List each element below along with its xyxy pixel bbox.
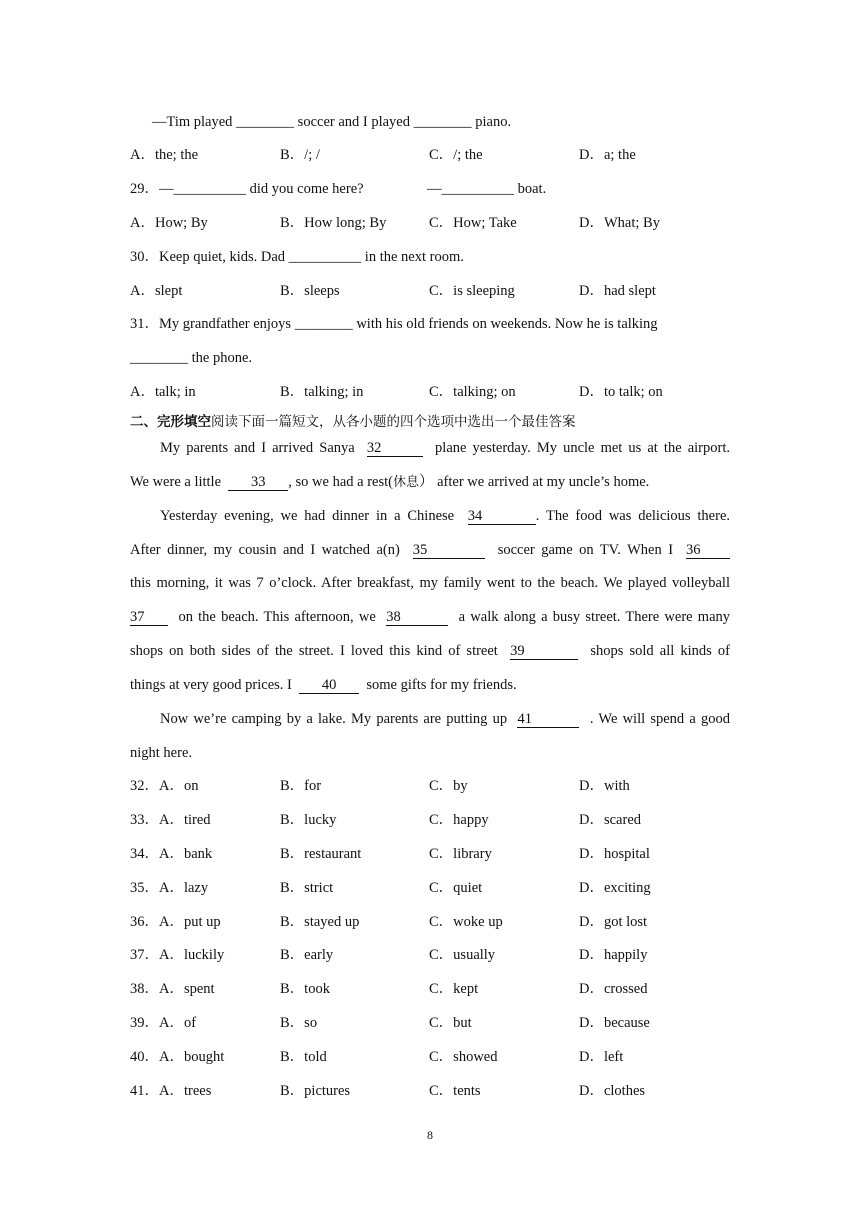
option-c: C．happy — [429, 812, 489, 828]
passage-text: , so we had a rest( — [288, 474, 393, 490]
section-number: 二、 — [130, 414, 157, 430]
option-d: D．crossed — [579, 981, 648, 997]
option-c: C．usually — [429, 947, 496, 963]
passage-text: We were a little — [130, 474, 222, 490]
passage-text: soccer game on TV. When I — [497, 542, 674, 558]
passage-line: night here. — [130, 745, 193, 761]
option-a: A．talk; in — [130, 384, 196, 400]
option-d: D．happily — [579, 947, 648, 963]
option-b: B．early — [280, 947, 334, 963]
option-b: B．lucky — [280, 812, 337, 828]
option-c: C．talking; on — [429, 384, 516, 400]
page-number: 8 — [427, 1128, 433, 1142]
q28-dialog: —Tim played ________ soccer and I played ________ piano. — [152, 114, 512, 130]
option-d: D．got lost — [579, 914, 648, 930]
option-a: 35．A．lazy — [130, 880, 209, 896]
option-d: D．What; By — [579, 215, 660, 231]
passage-text: . The food was delicious there. — [535, 508, 731, 524]
option-d: D．hospital — [579, 846, 650, 862]
option-b: B．took — [280, 981, 330, 997]
option-a: A．slept — [130, 283, 183, 299]
q29-stem-b: —__________ boat. — [427, 181, 547, 197]
q31-stem-line2: ________ the phone. — [130, 350, 253, 366]
option-b: B．restaurant — [280, 846, 362, 862]
option-d: D．exciting — [579, 880, 651, 896]
option-b: B．talking; in — [280, 384, 364, 400]
blank-35: 35 — [413, 542, 485, 559]
option-a: 40．A．bought — [130, 1049, 225, 1065]
q31-stem-line1: 31．My grandfather enjoys ________ with his old friends on weekends. Now he is talking — [130, 316, 658, 332]
option-a: A．How; By — [130, 215, 208, 231]
blank-40: 40 — [299, 677, 359, 694]
option-a: 33．A．tired — [130, 812, 211, 828]
option-c: C．tents — [429, 1083, 481, 1099]
passage-text: some gifts for my friends. — [366, 677, 517, 693]
passage-text: My parents and I arrived Sanya — [160, 440, 355, 456]
option-d: D．clothes — [579, 1083, 646, 1099]
passage-text: shops sold all kinds of — [590, 643, 731, 659]
option-c: C．kept — [429, 981, 479, 997]
option-d: D．with — [579, 778, 630, 794]
option-d: D．had slept — [579, 283, 656, 299]
option-d: D．a; the — [579, 147, 636, 163]
option-a: 34．A．bank — [130, 846, 213, 862]
passage-text: Now we’re camping by a lake. My parents are putting up — [160, 711, 508, 727]
passage-line — [130, 472, 649, 492]
passage-text: ） after we arrived at my uncle’s home. — [418, 474, 650, 490]
blank-37: 37 — [130, 609, 168, 626]
passage-text: things at very good prices. I — [130, 677, 292, 693]
option-a: 37．A．luckily — [130, 947, 225, 963]
option-a: 39．A．of — [130, 1015, 197, 1031]
option-d: D．left — [579, 1049, 624, 1065]
blank-34: 34 — [468, 508, 536, 525]
passage-text: . We will spend a good — [589, 711, 730, 727]
passage-line — [160, 438, 730, 458]
option-b: B．told — [280, 1049, 327, 1065]
option-c: C．/; the — [429, 147, 483, 163]
option-c: C．library — [429, 846, 492, 862]
option-b: B．How long; By — [280, 215, 387, 231]
option-b: B．/; / — [280, 147, 320, 163]
option-b: B．stayed up — [280, 914, 360, 930]
section-title: 完形填空 — [157, 414, 211, 430]
option-a: A．the; the — [130, 147, 199, 163]
passage-text: plane yesterday. My uncle met us at the airport. — [435, 440, 730, 456]
passage-line — [160, 709, 730, 729]
passage-text: After dinner, my cousin and I watched a(n) — [130, 542, 400, 558]
option-c: C．but — [429, 1015, 472, 1031]
passage-line — [160, 506, 730, 526]
option-a: 32．A．on — [130, 778, 199, 794]
option-c: C．by — [429, 778, 468, 794]
option-c: C．quiet — [429, 880, 483, 896]
passage-text: Yesterday evening, we had dinner in a Chinese — [160, 508, 455, 524]
option-b: B．for — [280, 778, 322, 794]
option-c: C．woke up — [429, 914, 503, 930]
option-a: 38．A．spent — [130, 981, 215, 997]
option-c: C．How; Take — [429, 215, 517, 231]
blank-36: 36 — [686, 542, 730, 559]
option-d: D．because — [579, 1015, 650, 1031]
option-c: C．is sleeping — [429, 283, 515, 299]
passage-line — [130, 675, 517, 695]
blank-41: 41 — [517, 711, 579, 728]
blank-39: 39 — [510, 643, 578, 660]
passage-text-cn: 休息 — [392, 475, 419, 490]
option-b: B．sleeps — [280, 283, 340, 299]
option-b: B．so — [280, 1015, 318, 1031]
section-instruction: 阅读下面一篇短文，从各小题的四个选项中选出一个最佳答案 — [211, 414, 576, 430]
passage-text: on the beach. This afternoon, we — [178, 609, 376, 625]
passage-line — [130, 607, 730, 627]
option-d: D．to talk; on — [579, 384, 663, 400]
passage-line — [130, 641, 730, 661]
passage-text: a walk along a busy street. There were many — [458, 609, 731, 625]
passage-line — [130, 540, 730, 560]
section-heading — [130, 412, 576, 432]
q30-stem: 30．Keep quiet, kids. Dad __________ in the next room. — [130, 249, 464, 265]
blank-33: 33 — [228, 474, 288, 491]
blank-38: 38 — [386, 609, 448, 626]
blank-32: 32 — [367, 440, 423, 457]
option-d: D．scared — [579, 812, 642, 828]
passage-line: this morning, it was 7 o’clock. After breakfast, my family went to the beach. We played volleyball — [130, 575, 730, 591]
option-a: 41．A．trees — [130, 1083, 212, 1099]
option-a: 36．A．put up — [130, 914, 221, 930]
option-c: C．showed — [429, 1049, 498, 1065]
q29-stem-a: 29．—__________ did you come here? — [130, 181, 364, 197]
passage-text: shops on both sides of the street. I loved this kind of street — [130, 643, 498, 659]
option-b: B．strict — [280, 880, 334, 896]
option-b: B．pictures — [280, 1083, 351, 1099]
